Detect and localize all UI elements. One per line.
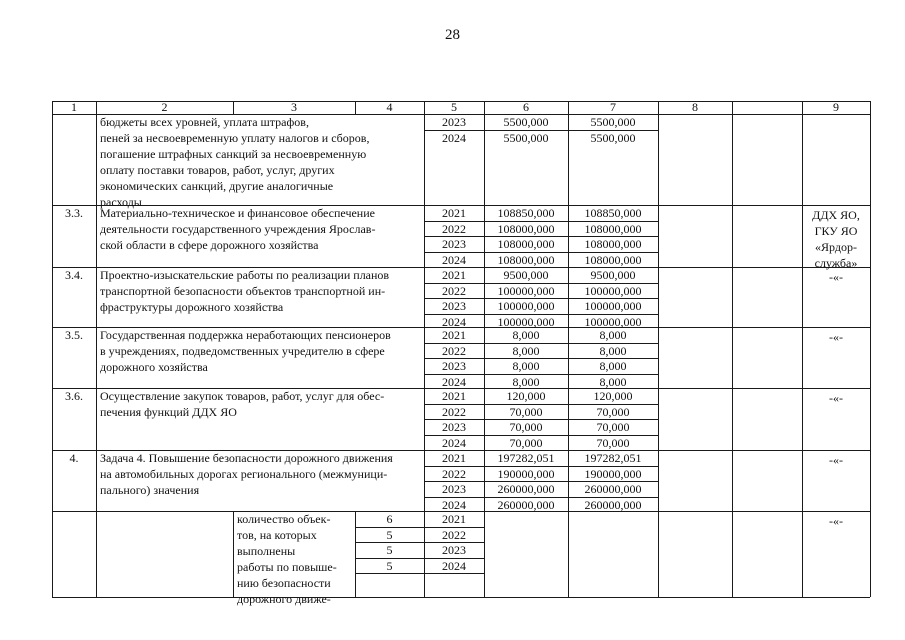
column-header-3: 3 (291, 100, 297, 114)
row-description: Осуществление закупок товаров, работ, услуг для обес- печения функций ДДХ ЯО (100, 389, 385, 419)
amount-regional-cell: 190000,000 (584, 466, 642, 481)
indicator-year: 2023 (442, 543, 466, 557)
year-cell: 2024 (442, 252, 466, 267)
amount-total-cell: 8,000 (512, 328, 540, 342)
year-cell: 2022 (442, 221, 466, 236)
column-header-2: 2 (161, 100, 168, 114)
year-cell: 2024 (442, 497, 466, 512)
executor-cell: -«- (829, 391, 843, 405)
year-cell: 2024 (442, 374, 466, 389)
indicator-year: 2024 (442, 558, 466, 573)
row-description: Государственная поддержка неработающих пенсионеров в учреждениях, подведомственных учредителю в сфере дорожного хозяйства (100, 328, 391, 374)
row-description: Задача 4. Повышение безопасности дорожного движения на автомобильных дорогах регионального (межмуници- пального) значения (100, 451, 393, 497)
year-cell: 2021 (442, 328, 466, 342)
year-cell: 2021 (442, 206, 466, 220)
indicator-year: 2022 (442, 527, 466, 542)
amount-regional-cell: 108000,000 (584, 221, 642, 236)
year-cell: 2023 (442, 482, 466, 496)
amount-total-cell: 260000,000 (497, 497, 555, 512)
indicator-year: 2021 (442, 512, 466, 526)
amount-regional-cell: 70,000 (596, 435, 630, 450)
year-cell: 2021 (442, 451, 466, 465)
indicator-divider (233, 511, 234, 597)
executor-cell: -«- (829, 330, 843, 344)
executor-cell: ДДХ ЯО, ГКУ ЯО «Ярдор- служба» (812, 208, 860, 270)
table-bottom-border (52, 597, 870, 598)
column-header-7: 7 (610, 100, 616, 114)
amount-regional-cell: 8,000 (599, 328, 627, 342)
year-cell: 2023 (442, 420, 466, 434)
amount-total-cell: 100000,000 (497, 314, 555, 329)
amount-regional-cell: 5500,000 (590, 115, 636, 129)
year-cell: 2024 (442, 314, 466, 329)
amount-regional-cell: 70,000 (596, 404, 630, 419)
column-header-8: 8 (692, 100, 698, 114)
amount-regional-cell: 70,000 (596, 420, 630, 434)
column-header-9: 9 (833, 100, 839, 114)
amount-regional-cell: 108000,000 (584, 237, 642, 251)
row-description: Проектно-изыскательские работы по реализации планов транспортной безопасности объектов транспортной ин- фраструктуры дорожного хозяйства (100, 268, 390, 314)
amount-regional-cell: 108850,000 (584, 206, 642, 220)
column-border (52, 101, 53, 597)
amount-regional-cell: 108000,000 (584, 252, 642, 267)
year-cell: 2022 (442, 466, 466, 481)
amount-total-cell: 120,000 (506, 389, 546, 403)
amount-total-cell: 108000,000 (497, 252, 555, 267)
year-cell: 2023 (442, 359, 466, 373)
amount-regional-cell: 100000,000 (584, 283, 642, 298)
column-border (96, 101, 97, 597)
amount-total-cell: 260000,000 (497, 482, 555, 496)
indicator-executor: -«- (829, 514, 843, 528)
row-number: 3.5. (65, 328, 83, 342)
subrow-border (355, 573, 484, 574)
amount-regional-cell: 100000,000 (584, 299, 642, 313)
header-divider (355, 101, 356, 114)
year-cell: 2022 (442, 283, 466, 298)
amount-regional-cell: 8,000 (599, 359, 627, 373)
year-cell: 2023 (442, 237, 466, 251)
year-cell: 2022 (442, 343, 466, 358)
subrow-border (424, 130, 658, 131)
column-border (870, 101, 871, 597)
amount-regional-cell: 8,000 (599, 374, 627, 389)
row-description: Материально-техническое и финансовое обеспечение деятельности государственного учреждения Ярослав- ской области в сфере дорожного хозяйства (100, 206, 376, 252)
amount-regional-cell: 120,000 (593, 389, 633, 403)
year-cell: 2024 (442, 130, 466, 145)
amount-total-cell: 8,000 (512, 343, 540, 358)
amount-regional-cell: 9500,000 (590, 268, 636, 282)
row-number: 4. (69, 451, 79, 465)
column-header-4: 4 (386, 100, 393, 114)
year-cell: 2023 (442, 115, 466, 129)
executor-cell: -«- (829, 453, 843, 467)
indicator-value: 5 (386, 543, 393, 557)
amount-total-cell: 70,000 (509, 404, 543, 419)
amount-regional-cell: 100000,000 (584, 314, 642, 329)
amount-regional-cell: 197282,051 (584, 451, 642, 465)
year-cell: 2021 (442, 268, 466, 282)
row-number: 3.4. (65, 268, 83, 282)
amount-regional-cell: 5500,000 (590, 130, 636, 145)
amount-total-cell: 190000,000 (497, 466, 555, 481)
year-cell: 2024 (442, 435, 466, 450)
amount-total-cell: 108000,000 (497, 221, 555, 236)
amount-total-cell: 9500,000 (503, 268, 549, 282)
header-divider (233, 101, 234, 114)
indicator-value: 5 (386, 527, 393, 542)
amount-regional-cell: 8,000 (599, 343, 627, 358)
row-description: бюджеты всех уровней, уплата штрафов, пеней за несвоевременную уплату налогов и сборов, погашение штрафных санкций за несвоевременную оплату поставки товаров, работ, услуг, других экономических санкций, другие аналогичные расходы (100, 115, 370, 209)
indicator-value: 6 (386, 512, 393, 526)
column-border (658, 101, 659, 597)
indicator-value: 5 (386, 558, 393, 573)
column-header-6: 6 (523, 100, 529, 114)
amount-total-cell: 70,000 (509, 435, 543, 450)
amount-total-cell: 5500,000 (503, 115, 549, 129)
year-cell: 2022 (442, 404, 466, 419)
amount-total-cell: 108000,000 (497, 237, 555, 251)
amount-total-cell: 8,000 (512, 359, 540, 373)
amount-total-cell: 8,000 (512, 374, 540, 389)
page-number: 28 (445, 27, 460, 43)
amount-total-cell: 5500,000 (503, 130, 549, 145)
amount-total-cell: 100000,000 (497, 299, 555, 313)
row-number: 3.3. (65, 206, 83, 220)
amount-total-cell: 108850,000 (497, 206, 555, 220)
column-header-1: 1 (71, 100, 77, 114)
year-cell: 2021 (442, 389, 466, 403)
amount-total-cell: 70,000 (509, 420, 543, 434)
year-cell: 2023 (442, 299, 466, 313)
amount-regional-cell: 260000,000 (584, 497, 642, 512)
indicator-description: количество объек- тов, на которых выполнены работы по повыше- нию безопасности дорожного движе- (237, 512, 337, 606)
column-header-5: 5 (451, 100, 457, 114)
row-number: 3.6. (65, 389, 83, 403)
amount-total-cell: 100000,000 (497, 283, 555, 298)
amount-regional-cell: 260000,000 (584, 482, 642, 496)
executor-cell: -«- (829, 270, 843, 284)
column-border (732, 101, 733, 597)
amount-total-cell: 197282,051 (497, 451, 555, 465)
